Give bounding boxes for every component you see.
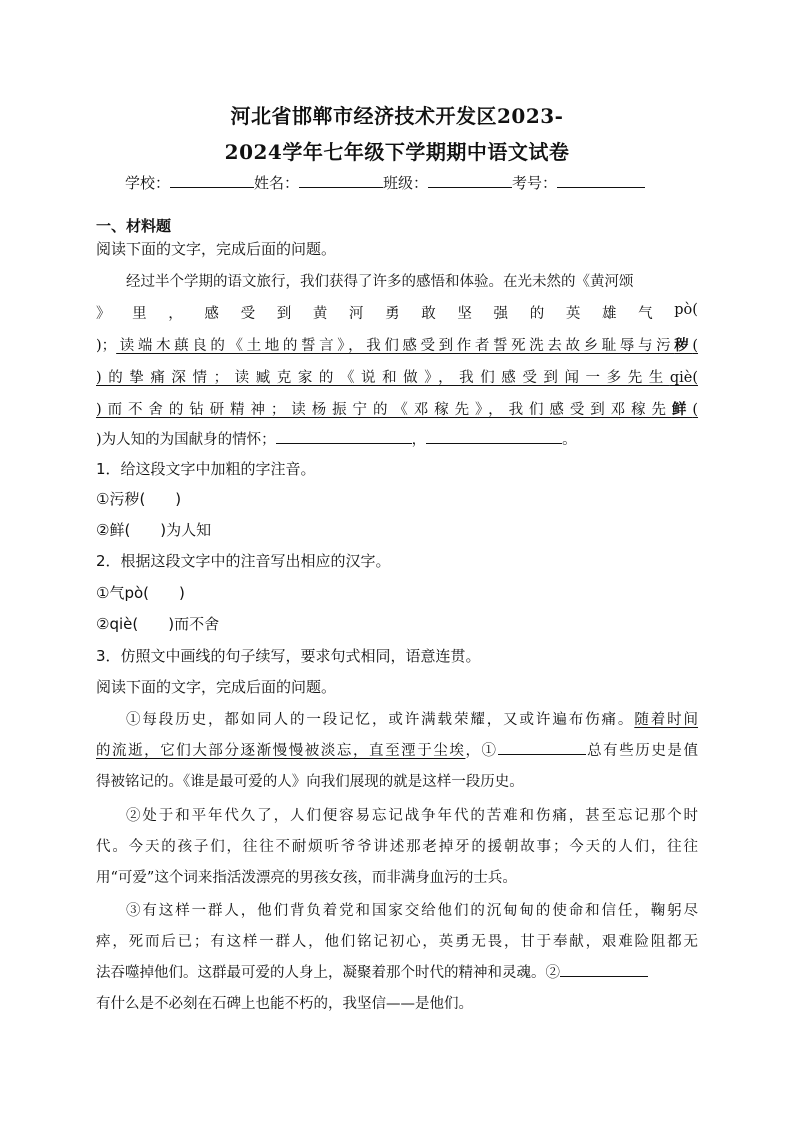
exam-no-label: 考号：: [512, 174, 558, 192]
passage1-token: 到: [276, 306, 292, 322]
passage1-token: 》: [96, 306, 111, 322]
passage1-token: 黄: [312, 306, 328, 322]
passage1-token: 坚: [457, 306, 472, 322]
passage1-token: 受: [240, 306, 256, 322]
answer-blank-3[interactable]: [498, 740, 586, 755]
school-blank[interactable]: [170, 173, 254, 188]
passage1-token: 河: [348, 306, 364, 322]
passage2-p1-line-2: [96, 739, 698, 760]
passage2-p2-line-3: 用“可爱”这个词来指活泼漂亮的男孩女孩，而非满身血污的士兵。: [96, 870, 517, 886]
passage1-token: 英: [565, 306, 581, 322]
question-2-a: ①气pò( ): [96, 584, 185, 602]
passage1-token: 感: [204, 306, 219, 322]
passage1-token: 气: [638, 306, 653, 322]
passage1-token: ，: [168, 306, 183, 322]
passage1-text: )；: [96, 338, 117, 354]
passage1-token: 敢: [421, 306, 436, 322]
passage1-text: (: [692, 402, 699, 418]
exam-title-line-1: 河北省邯郸市经济技术开发区2023-: [230, 104, 564, 128]
passage1-text: (: [692, 338, 699, 354]
passage1-text: 。: [562, 432, 577, 448]
question-2-b: ②qiè( )而不舍: [96, 615, 220, 633]
passage1-token: pò(: [674, 302, 698, 318]
question-1-b: ②鲜( )为人知: [96, 521, 212, 539]
answer-blank-1[interactable]: [276, 429, 412, 444]
passage1-line-1: 经过半个学期的语文旅行，我们获得了许多的感悟和体验。在光未然的《黄河颂: [126, 274, 634, 290]
reading-instruction-1: 阅读下面的文字，完成后面的问题。: [96, 240, 337, 258]
underlined-sentence: 随着时间: [634, 712, 699, 728]
underlined-sentence: )而不舍的钻研精神；读杨振宁的《邓稼先》，我们感受到邓稼先: [96, 402, 672, 418]
passage2-p3-line-2: 瘁，死而后已；有这样一群人，他们铭记初心，英勇无畏，甘于奉献，艰难险阻都无: [96, 934, 698, 950]
passage2-p2-line-1: ②处于和平年代久了，人们便容易忘记战争年代的苦难和伤痛，甚至忘记那个时: [126, 808, 698, 824]
answer-blank-2[interactable]: [426, 429, 562, 444]
answer-blank-4[interactable]: [560, 962, 648, 977]
pinyin-qie: qiè(: [669, 370, 698, 386]
passage1-text: )为人知的为国献身的情怀；: [96, 432, 276, 448]
name-blank[interactable]: [299, 173, 383, 188]
passage2-p3-line-3: [96, 961, 648, 982]
passage2-p2-line-2: 代。今天的孩子们，往往不耐烦听爷爷讲述那老掉牙的援朝故事；今天的人们，往往: [96, 839, 698, 855]
exam-no-blank[interactable]: [557, 173, 645, 188]
passage2-p3-line-1: ③有这样一群人，他们背负着党和国家交给他们的沉甸甸的使命和信任，鞠躬尽: [126, 903, 698, 919]
question-1: 1．给这段文字中加粗的字注音。: [96, 460, 316, 478]
passage2-text: 总有些历史是值: [585, 743, 698, 759]
passage2-p1-line-1: [126, 708, 698, 729]
question-2: 2．根据这段文字中的注音写出相应的汉字。: [96, 552, 391, 570]
passage2-text: ①每段历史，都如同人的一段记忆，或许满载荣耀，又或许遍布伤痛。: [126, 712, 635, 728]
bold-char-hui: 秽: [674, 337, 693, 354]
underlined-sentence: 的流逝，它们大部分逐渐慢慢被淡忘，直至湮于尘埃: [96, 743, 466, 759]
exam-title-line-2: 2024学年七年级下学期期中语文试卷: [224, 140, 570, 164]
passage1-line-2: [96, 302, 698, 323]
underlined-sentence: )的挚痛深情；读臧克家的《说和做》，我们感受到闻一多先生: [96, 370, 670, 386]
name-label: 姓名：: [254, 174, 300, 192]
passage1-line-6: [96, 428, 577, 449]
passage2-p1-line-3: 得被铭记的。《谁是最可爱的人》向我们展现的就是这样一段历史。: [96, 774, 524, 790]
question-1-a: ①污秽( ): [96, 490, 182, 508]
passage2-p3-line-4: 有什么是不必刻在石碑上也能不朽的，我坚信——是他们。: [96, 996, 473, 1012]
underlined-sentence: 读端木蕻良的《土地的誓言》，我们感受到作者誓死洗去故乡耻辱与污: [116, 338, 675, 354]
student-info-row: [125, 172, 645, 193]
reading-instruction-2: 阅读下面的文字，完成后面的问题。: [96, 678, 337, 696]
passage1-line-5: [96, 398, 698, 419]
passage1-text: ，: [411, 432, 427, 448]
passage2-text: 法吞噬掉他们。这群最可爱的人身上，凝聚着那个时代的精神和灵魂。②: [96, 965, 560, 981]
passage2-text: ，①: [465, 743, 498, 759]
class-label: 班级：: [383, 174, 429, 192]
school-label: 学校：: [125, 174, 171, 192]
bold-char-xian: 鲜: [671, 401, 693, 418]
passage1-line-4: [96, 366, 698, 387]
question-3: 3．仿照文中画线的句子续写，要求句式相同，语意连贯。: [96, 647, 481, 665]
passage1-token: 的: [529, 306, 545, 322]
section-heading: 一、材料题: [96, 217, 172, 235]
passage1-token: 强: [493, 306, 509, 322]
passage1-token: 雄: [601, 306, 617, 322]
passage1-token: 里: [132, 306, 147, 322]
passage1-line-3: [96, 334, 698, 355]
passage1-token: 勇: [385, 306, 400, 322]
class-blank[interactable]: [428, 173, 512, 188]
